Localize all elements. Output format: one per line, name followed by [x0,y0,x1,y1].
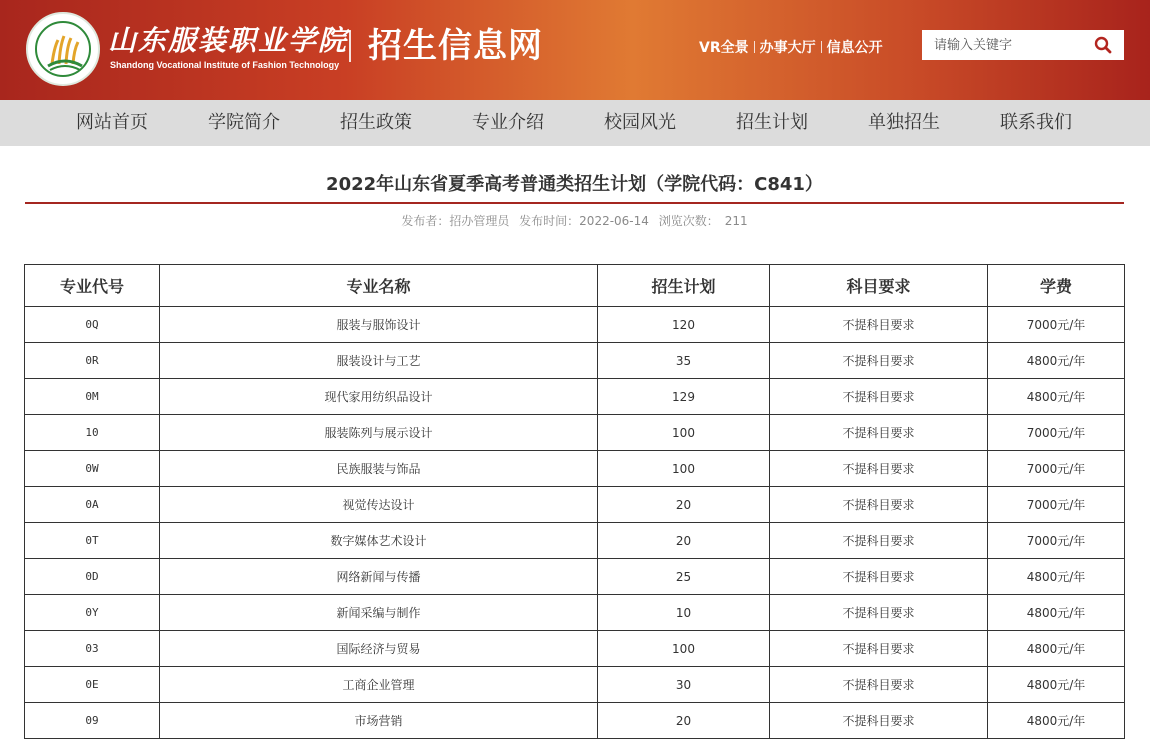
cell-tuition: 4800元/年 [988,559,1125,595]
cell-tuition: 7000元/年 [988,451,1125,487]
cell-subject-requirement: 不提科目要求 [770,523,988,559]
table-header-row [25,265,1125,307]
nav-item-policy[interactable]: 招生政策 [340,112,412,133]
cell-plan-count: 30 [598,667,770,703]
cell-major-code: 09 [25,703,160,739]
cell-plan-count: 20 [598,487,770,523]
table-row [25,559,1125,595]
cell-subject-requirement: 不提科目要求 [770,703,988,739]
cell-tuition: 7000元/年 [988,307,1125,343]
column-header-plan: 招生计划 [598,265,770,307]
service-hall-link[interactable]: 办事大厅 [759,40,816,56]
meta-views-count: 211 [724,214,748,228]
cell-tuition: 4800元/年 [988,595,1125,631]
article-title: 2022年山东省夏季高考普通类招生计划（学院代码：C841） [326,174,823,195]
search-input[interactable] [922,31,1088,59]
cell-major-code: 0D [25,559,160,595]
cell-major-code: 0W [25,451,160,487]
cell-subject-requirement: 不提科目要求 [770,631,988,667]
cell-plan-count: 20 [598,523,770,559]
cell-plan-count: 129 [598,379,770,415]
cell-major-name: 国际经济与贸易 [160,631,598,667]
link-separator [754,41,755,53]
search-box [922,30,1124,60]
cell-subject-requirement: 不提科目要求 [770,451,988,487]
table-row [25,703,1125,739]
cell-major-code: 0E [25,667,160,703]
meta-publisher: 发布者：招办管理员 [401,214,510,228]
cell-tuition: 7000元/年 [988,415,1125,451]
nav-item-contact[interactable]: 联系我们 [1000,112,1072,133]
cell-major-name: 服装陈列与展示设计 [160,415,598,451]
meta-publish-time: 发布时间：2022-06-14 [519,214,649,228]
column-header-code: 专业代号 [25,265,160,307]
info-disclosure-link[interactable]: 信息公开 [826,40,883,56]
cell-subject-requirement: 不提科目要求 [770,343,988,379]
cell-major-code: 0Y [25,595,160,631]
column-header-name: 专业名称 [160,265,598,307]
vr-panorama-link[interactable]: VR全景 [699,40,749,56]
search-button[interactable] [1088,30,1118,60]
meta-views-label: 浏览次数： [658,214,719,228]
cell-subject-requirement: 不提科目要求 [770,307,988,343]
emblem-icon [28,14,102,88]
cell-plan-count: 20 [598,703,770,739]
column-header-subject: 科目要求 [770,265,988,307]
table-header [25,265,1125,307]
site-title: 招生信息网 [368,26,543,66]
cell-subject-requirement: 不提科目要求 [770,487,988,523]
cell-major-name: 视觉传达设计 [160,487,598,523]
article-meta [25,212,1124,230]
cell-major-code: 0R [25,343,160,379]
brand-name-cn: 山东服装职业学院 [108,24,349,57]
cell-plan-count: 35 [598,343,770,379]
table-row [25,379,1125,415]
cell-subject-requirement: 不提科目要求 [770,415,988,451]
nav-item-about[interactable]: 学院简介 [208,112,280,133]
table-row [25,631,1125,667]
cell-major-code: 0M [25,379,160,415]
table-row [25,343,1125,379]
cell-major-name: 新闻采编与制作 [160,595,598,631]
nav-item-plan[interactable]: 招生计划 [736,112,808,133]
site-header [0,0,1150,100]
cell-tuition: 4800元/年 [988,667,1125,703]
cell-plan-count: 120 [598,307,770,343]
enrollment-plan-table [24,264,1125,739]
cell-tuition: 4800元/年 [988,703,1125,739]
cell-subject-requirement: 不提科目要求 [770,667,988,703]
cell-tuition: 7000元/年 [988,523,1125,559]
cell-major-name: 现代家用纺织品设计 [160,379,598,415]
cell-plan-count: 10 [598,595,770,631]
table-body [25,307,1125,739]
cell-major-name: 市场营销 [160,703,598,739]
cell-plan-count: 100 [598,451,770,487]
cell-major-code: 10 [25,415,160,451]
cell-major-code: 0T [25,523,160,559]
table-row [25,523,1125,559]
cell-plan-count: 100 [598,631,770,667]
cell-tuition: 4800元/年 [988,379,1125,415]
table-row [25,307,1125,343]
column-header-fee: 学费 [988,265,1125,307]
cell-major-name: 工商企业管理 [160,667,598,703]
cell-subject-requirement: 不提科目要求 [770,379,988,415]
nav-item-campus[interactable]: 校园风光 [604,112,676,133]
cell-tuition: 4800元/年 [988,343,1125,379]
nav-item-majors[interactable]: 专业介绍 [472,112,544,133]
school-emblem-logo[interactable] [26,12,100,86]
table-row [25,487,1125,523]
cell-major-code: 03 [25,631,160,667]
cell-tuition: 7000元/年 [988,487,1125,523]
cell-plan-count: 25 [598,559,770,595]
search-icon [1094,36,1112,54]
cell-subject-requirement: 不提科目要求 [770,559,988,595]
cell-major-name: 网络新闻与传播 [160,559,598,595]
cell-subject-requirement: 不提科目要求 [770,595,988,631]
brand-divider [349,30,351,62]
cell-major-name: 数字媒体艺术设计 [160,523,598,559]
cell-major-code: 0Q [25,307,160,343]
table-row [25,595,1125,631]
table-row [25,667,1125,703]
cell-major-name: 服装设计与工艺 [160,343,598,379]
cell-major-code: 0A [25,487,160,523]
nav-item-home[interactable]: 网站首页 [76,112,148,133]
nav-item-independent[interactable]: 单独招生 [868,112,940,133]
cell-major-name: 民族服装与饰品 [160,451,598,487]
main-nav [0,100,1150,146]
table-row [25,415,1125,451]
cell-tuition: 4800元/年 [988,631,1125,667]
quick-links [699,37,883,57]
cell-major-name: 服装与服饰设计 [160,307,598,343]
table-row [25,451,1125,487]
link-separator [821,41,822,53]
title-divider [25,202,1124,204]
cell-plan-count: 100 [598,415,770,451]
brand-name-en: Shandong Vocational Institute of Fashion Technology [110,60,340,70]
